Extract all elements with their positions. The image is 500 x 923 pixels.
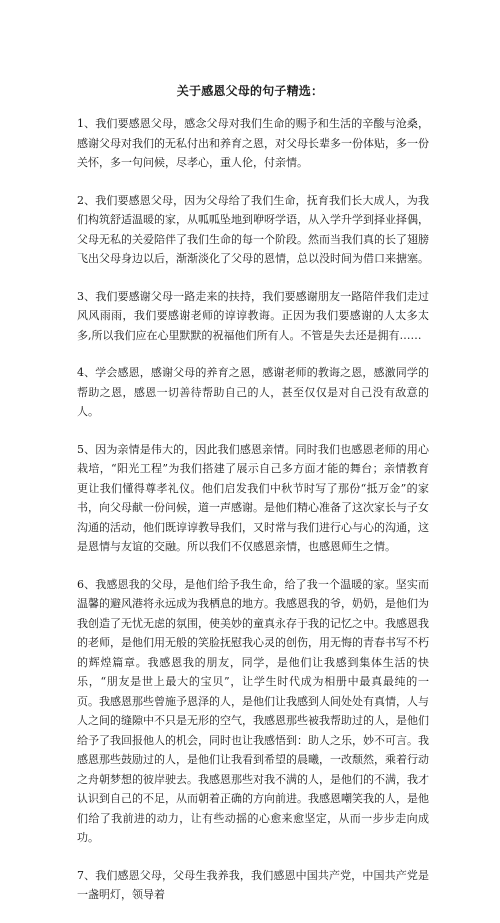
paragraph-5: 5、因为亲情是伟大的，因此我们感恩亲情。同时我们也感恩老师的用心栽培，“阳光工程”为我们搭建了展示自己多方面才能的舞台；亲情教育更让我们懂得尊孝礼仪。他们启发我们中秋节时写了那份“抵万金”的家书，向父母献一份问候，道一声感谢。是他们精心准备了这次家长与子女沟通的活动，他们既谆谆教导我们，又时常与我们进行心与心的沟通，这是恩情与友谊的交融。所以我们不仅感恩亲情，也感恩师生之情。: [77, 442, 429, 553]
paragraph-6: 6、我感恩我的父母，是他们给予我生命，给了我一个温暖的家。坚实而温馨的避风港将永远成为我栖息的地方。我感恩我的爷，奶奶，是他们为我创造了无忧无虑的氛围，使美妙的童真永存于我的记忆之中。我感恩我的老师，是他们用无般的笑脸抚慰我心灵的创伤，用无悔的青春书写不朽的辉煌篇章。我感恩我的朋友，同学，是他们让我感到集体生活的快乐，“朋友是世上最大的宝贝”，让学生时代成为相册中最真最纯的一页。我感恩那些曾施予恩泽的人，是他们让我感到人间处处有真情，人与人之间的缝隙中不只是无形的空气，我感恩那些被我帮助过的人，是他们给予了我回报他人的机会，同时也让我感悟到：助人之乐，妙不可言。我感恩那些鼓励过的人，是他们让我看到希望的晨曦，一改颓然，乘着行动之舟朝梦想的彼岸驶去。我感恩那些对我不满的人，是他们的不满，我才认识到自己的不足，从而朝着正确的方向前进。我感恩嘲笑我的人，是他们给了我前进的动力，让有些动摇的心愈来愈坚定，从而一步步走向成功。: [77, 577, 429, 844]
paragraph-7: 7、我们感恩父母，父母生我养我，我们感恩中国共产党，中国共产党是一盏明灯，领导着: [77, 868, 429, 901]
paragraph-3: 3、我们要感谢父母一路走来的扶持，我们要感谢朋友一路陪伴我们走过风风雨雨，我们要感谢老师的谆谆教诲。正因为我们要感谢的人太多太多,所以我们应在心里默默的祝福他们所有人。不管是失去还是拥有……: [77, 289, 429, 342]
paragraph-4: 4、学会感恩，感谢父母的养育之恩，感谢老师的教诲之恩，感激同学的帮助之恩，感恩一切善待帮助自己的人，甚至仅仅是对自己没有敌意的人。: [77, 366, 429, 418]
paragraph-1: 1、我们要感恩父母，感念父母对我们生命的赐予和生活的辛酸与沧桑，感谢父母对我们的无私付出和养育之恩，对父母长辈多一份体贴，多一份关怀，多一句问候，尽孝心，重人伦，付亲情。: [77, 117, 429, 169]
document-title: 关于感恩父母的句子精选：: [176, 84, 324, 98]
document-body: [77, 114, 429, 923]
paragraph-2: 2、我们要感恩父母，因为父母给了我们生命，抚育我们长大成人，为我们构筑舒适温暖的家，从呱呱坠地到咿呀学语，从入学升学到择业择偶，父母无私的关爱陪伴了我们生命的每一个阶段。然而当我们真的长了翅膀飞出父母身边以后，渐渐淡化了父母的恩情，总以没时间为借口来搪塞。: [77, 193, 429, 265]
